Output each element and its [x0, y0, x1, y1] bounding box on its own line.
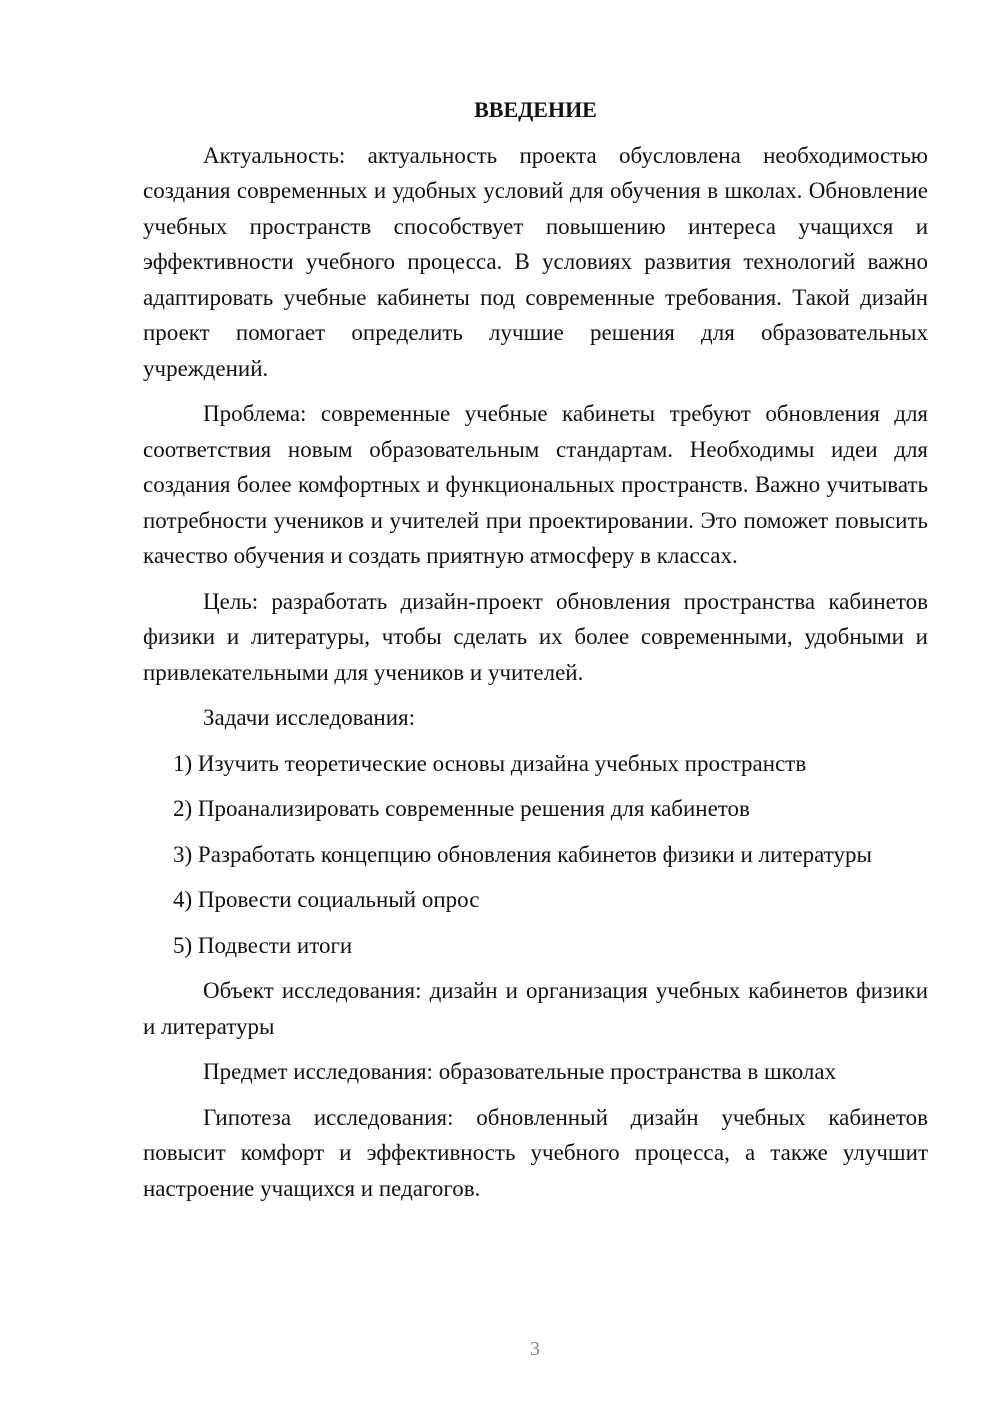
task-item-2: 2) Проанализировать современные решения для кабинетов — [173, 796, 750, 821]
paragraph-relevance: Актуальность: актуальность проекта обусловлена необходимостью создания современных и удобных условий для обучения в школах. Обновление учебных пространств способствует повышению интереса учащихся и эффективности учебного процесса. В условиях развития технологий важно адаптировать учебные кабинеты под современные требования. Такой дизайн проект помогает определить лучшие решения для образовательных учреждений. — [143, 142, 928, 381]
paragraph-hypothesis: Гипотеза исследования: обновленный дизайн учебных кабинетов повысит комфорт и эффективность учебного процесса, а также улучшит настроение учащихся и педагогов. — [143, 1104, 928, 1201]
task-item-4: 4) Провести социальный опрос — [173, 887, 480, 912]
task-item-5: 5) Подвести итоги — [173, 932, 353, 958]
page-title: ВВЕДЕНИЕ — [474, 97, 597, 122]
paragraph-tasks-heading: Задачи исследования: — [203, 705, 416, 730]
task-item-1: 1) Изучить теоретические основы дизайна учебных пространств — [173, 750, 807, 776]
paragraph-object: Объект исследования: дизайн и организация учебных кабинетов физики и литературы — [143, 978, 928, 1039]
task-item-3: 3) Разработать концепцию обновления кабинетов физики и литературы — [173, 841, 872, 867]
paragraph-subject: Предмет исследования: образовательные пространства в школах — [203, 1059, 837, 1084]
page-content — [143, 92, 928, 1216]
paragraph-problem: Проблема: современные учебные кабинеты требуют обновления для соответствия новым образовательным стандартам. Необходимы идеи для создания более комфортных и функциональных пространств. Важно учитывать потребности учеников и учителей при проектировании. Это поможет повысить качество обучения и создать приятную атмосферу в классах. — [143, 401, 928, 568]
paragraph-goal: Цель: разработать дизайн-проект обновления пространства кабинетов физики и литературы, чтобы сделать их более современными, удобными и привлекательными для учеников и учителей. — [143, 588, 928, 685]
page-number: 3 — [530, 1338, 540, 1360]
